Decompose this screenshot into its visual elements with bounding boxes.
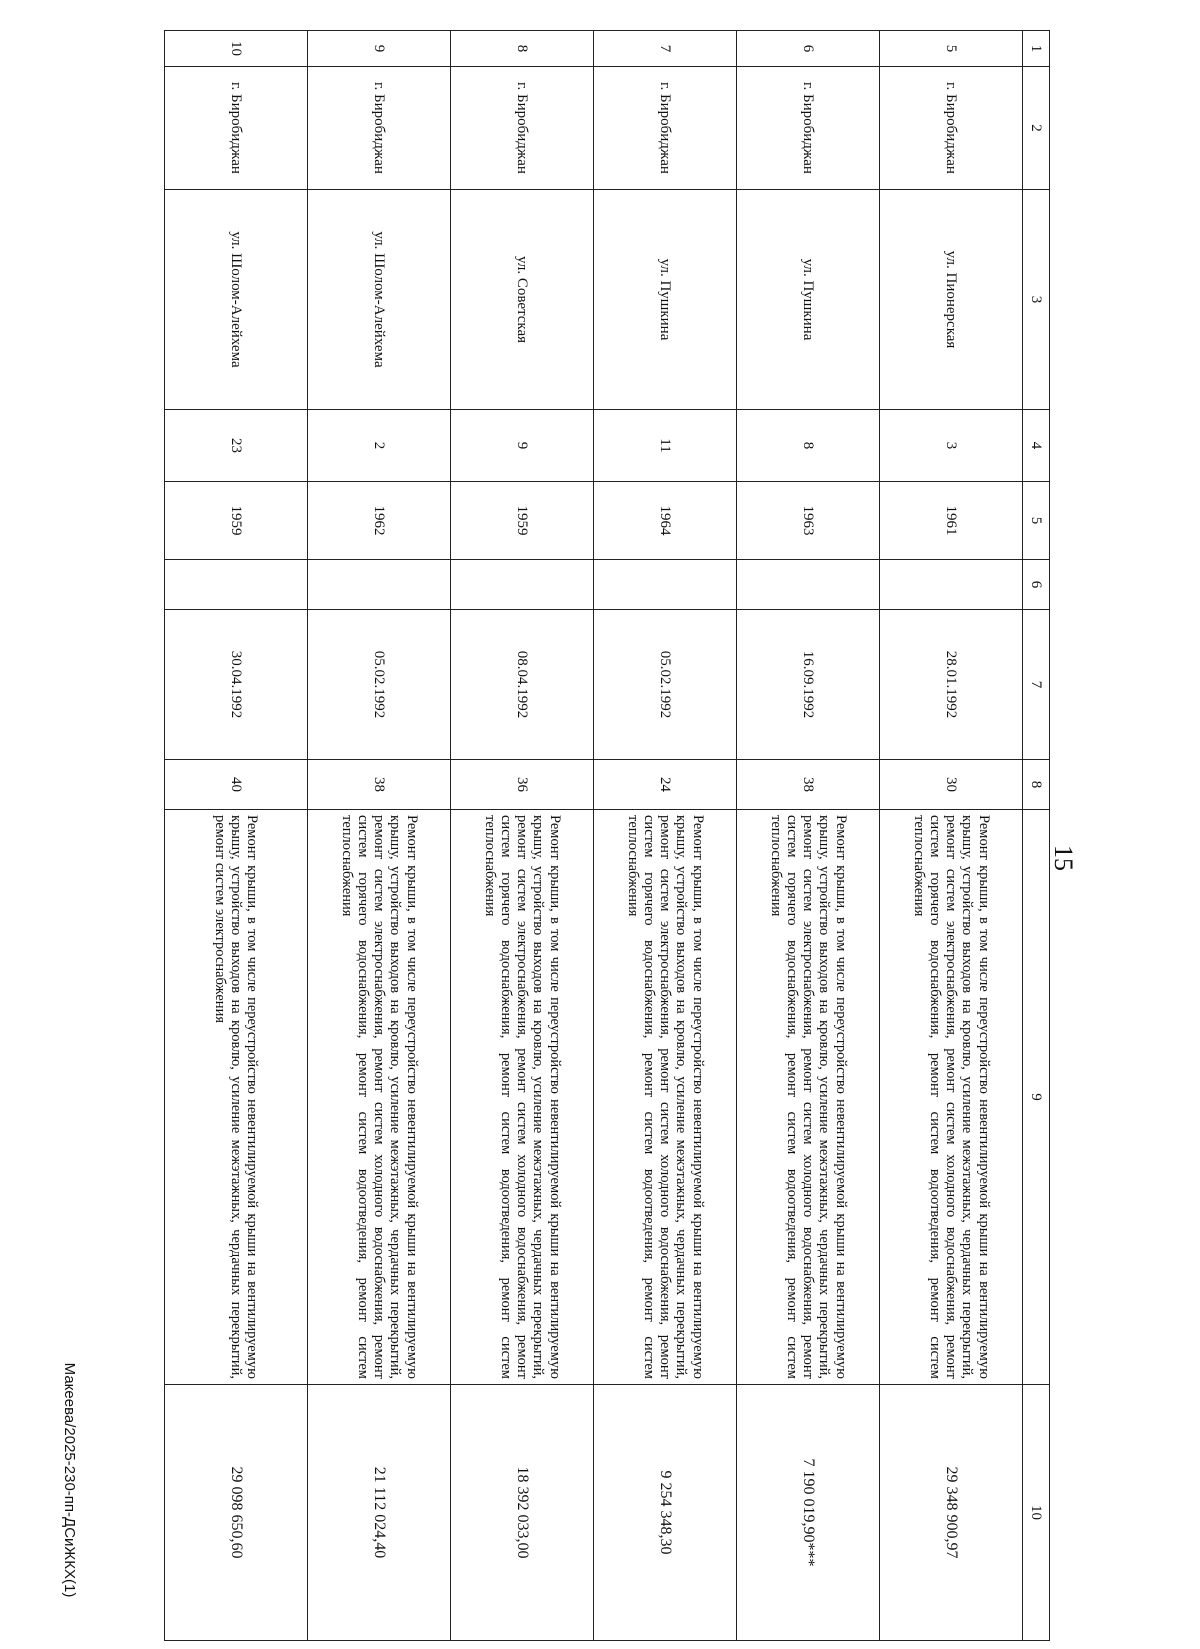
row-number: 5 bbox=[880, 31, 1023, 67]
row-number: 10 bbox=[165, 31, 308, 67]
count-cell: 38 bbox=[308, 760, 451, 810]
house-number-cell: 2 bbox=[308, 410, 451, 482]
street-cell: ул. Пушкина bbox=[594, 190, 737, 410]
header-cell: 1 bbox=[1023, 31, 1050, 67]
cost-cell: 9 254 348,30 bbox=[594, 1385, 737, 1641]
year-cell: 1964 bbox=[594, 482, 737, 560]
header-cell: 4 bbox=[1023, 410, 1050, 482]
count-cell: 36 bbox=[451, 760, 594, 810]
empty-cell bbox=[308, 560, 451, 610]
header-cell: 5 bbox=[1023, 482, 1050, 560]
empty-cell bbox=[594, 560, 737, 610]
year-cell: 1959 bbox=[451, 482, 594, 560]
street-cell: ул. Пионерская bbox=[880, 190, 1023, 410]
year-cell: 1962 bbox=[308, 482, 451, 560]
count-cell: 40 bbox=[165, 760, 308, 810]
street-cell: ул. Советская bbox=[451, 190, 594, 410]
date-cell: 30.04.1992 bbox=[165, 610, 308, 760]
city-cell: г. Биробиджан bbox=[594, 67, 737, 190]
table-row bbox=[594, 31, 737, 1641]
column-number-row bbox=[1023, 31, 1050, 1641]
city-cell: г. Биробиджан bbox=[165, 67, 308, 190]
year-cell: 1959 bbox=[165, 482, 308, 560]
document-footer-code: Макеева/2025-230-пп-ДСиЖКХ(1) bbox=[61, 1362, 78, 1598]
works-description-cell: Ремонт крыши, в том числе переустройство невентилируемой крыши на вентилируемую крышу, устройство выходов на кровлю, усиление межэтажных, чердачных перекрытий, ремонт систем электроснабжения, ремонт систем холодного водоснабжения, ремонт систем горячего водоснабжения, ремонт систем водоотведения, ремонт систем теплоснабжения bbox=[880, 810, 1023, 1385]
row-number: 9 bbox=[308, 31, 451, 67]
count-cell: 30 bbox=[880, 760, 1023, 810]
cost-cell: 7 190 019,90*** bbox=[737, 1385, 880, 1641]
house-number-cell: 9 bbox=[451, 410, 594, 482]
city-cell: г. Биробиджан bbox=[737, 67, 880, 190]
empty-cell bbox=[737, 560, 880, 610]
cost-cell: 18 392 033,00 bbox=[451, 1385, 594, 1641]
repair-schedule-table bbox=[164, 30, 1050, 1641]
cost-cell: 29 098 650,60 bbox=[165, 1385, 308, 1641]
header-cell: 10 bbox=[1023, 1385, 1050, 1641]
table-row bbox=[737, 31, 880, 1641]
page-number: 15 bbox=[1049, 845, 1078, 871]
empty-cell bbox=[165, 560, 308, 610]
header-cell: 3 bbox=[1023, 190, 1050, 410]
row-number: 8 bbox=[451, 31, 594, 67]
empty-cell bbox=[451, 560, 594, 610]
count-cell: 24 bbox=[594, 760, 737, 810]
date-cell: 05.02.1992 bbox=[308, 610, 451, 760]
year-cell: 1961 bbox=[880, 482, 1023, 560]
works-description-cell: Ремонт крыши, в том числе переустройство невентилируемой крыши на вентилируемую крышу, устройство выходов на кровлю, усиление межэтажных, чердачных перекрытий, ремонт систем электроснабжения, ремонт систем холодного водоснабжения, ремонт систем горячего водоснабжения, ремонт систем водоотведения, ремонт систем теплоснабжения bbox=[308, 810, 451, 1385]
cost-cell: 21 112 024,40 bbox=[308, 1385, 451, 1641]
header-cell: 2 bbox=[1023, 67, 1050, 190]
works-description-cell: Ремонт крыши, в том числе переустройство невентилируемой крыши на вентилируемую крышу, устройство выходов на кровлю, усиление межэтажных, чердачных перекрытий, ремонт систем электроснабжения, ремонт систем холодного водоснабжения, ремонт систем горячего водоснабжения, ремонт систем водоотведения, ремонт систем теплоснабжения bbox=[451, 810, 594, 1385]
table-row bbox=[451, 31, 594, 1641]
year-cell: 1963 bbox=[737, 482, 880, 560]
works-description-cell: Ремонт крыши, в том числе переустройство невентилируемой крыши на вентилируемую крышу, устройство выходов на кровлю, усиление межэтажных, чердачных перекрытий, ремонт систем электроснабжения bbox=[165, 810, 308, 1385]
house-number-cell: 3 bbox=[880, 410, 1023, 482]
date-cell: 08.04.1992 bbox=[451, 610, 594, 760]
house-number-cell: 11 bbox=[594, 410, 737, 482]
empty-cell bbox=[880, 560, 1023, 610]
house-number-cell: 23 bbox=[165, 410, 308, 482]
count-cell: 38 bbox=[737, 760, 880, 810]
street-cell: ул. Пушкина bbox=[737, 190, 880, 410]
street-cell: ул. Шолом-Алейхема bbox=[165, 190, 308, 410]
table-row bbox=[308, 31, 451, 1641]
street-cell: ул. Шолом-Алейхема bbox=[308, 190, 451, 410]
cost-cell: 29 348 900,97 bbox=[880, 1385, 1023, 1641]
header-cell: 8 bbox=[1023, 760, 1050, 810]
row-number: 6 bbox=[737, 31, 880, 67]
table-row bbox=[880, 31, 1023, 1641]
date-cell: 28.01.1992 bbox=[880, 610, 1023, 760]
works-description-cell: Ремонт крыши, в том числе переустройство невентилируемой крыши на вентилируемую крышу, устройство выходов на кровлю, усиление межэтажных, чердачных перекрытий, ремонт систем электроснабжения, ремонт систем холодного водоснабжения, ремонт систем горячего водоснабжения, ремонт систем водоотведения, ремонт систем теплоснабжения bbox=[737, 810, 880, 1385]
header-cell: 6 bbox=[1023, 560, 1050, 610]
table-row bbox=[165, 31, 308, 1641]
date-cell: 16.09.1992 bbox=[737, 610, 880, 760]
header-cell: 9 bbox=[1023, 810, 1050, 1385]
date-cell: 05.02.1992 bbox=[594, 610, 737, 760]
row-number: 7 bbox=[594, 31, 737, 67]
header-cell: 7 bbox=[1023, 610, 1050, 760]
city-cell: г. Биробиджан bbox=[451, 67, 594, 190]
city-cell: г. Биробиджан bbox=[308, 67, 451, 190]
works-description-cell: Ремонт крыши, в том числе переустройство невентилируемой крыши на вентилируемую крышу, устройство выходов на кровлю, усиление межэтажных, чердачных перекрытий, ремонт систем электроснабжения, ремонт систем холодного водоснабжения, ремонт систем горячего водоснабжения, ремонт систем водоотведения, ремонт систем теплоснабжения bbox=[594, 810, 737, 1385]
city-cell: г. Биробиджан bbox=[880, 67, 1023, 190]
house-number-cell: 8 bbox=[737, 410, 880, 482]
